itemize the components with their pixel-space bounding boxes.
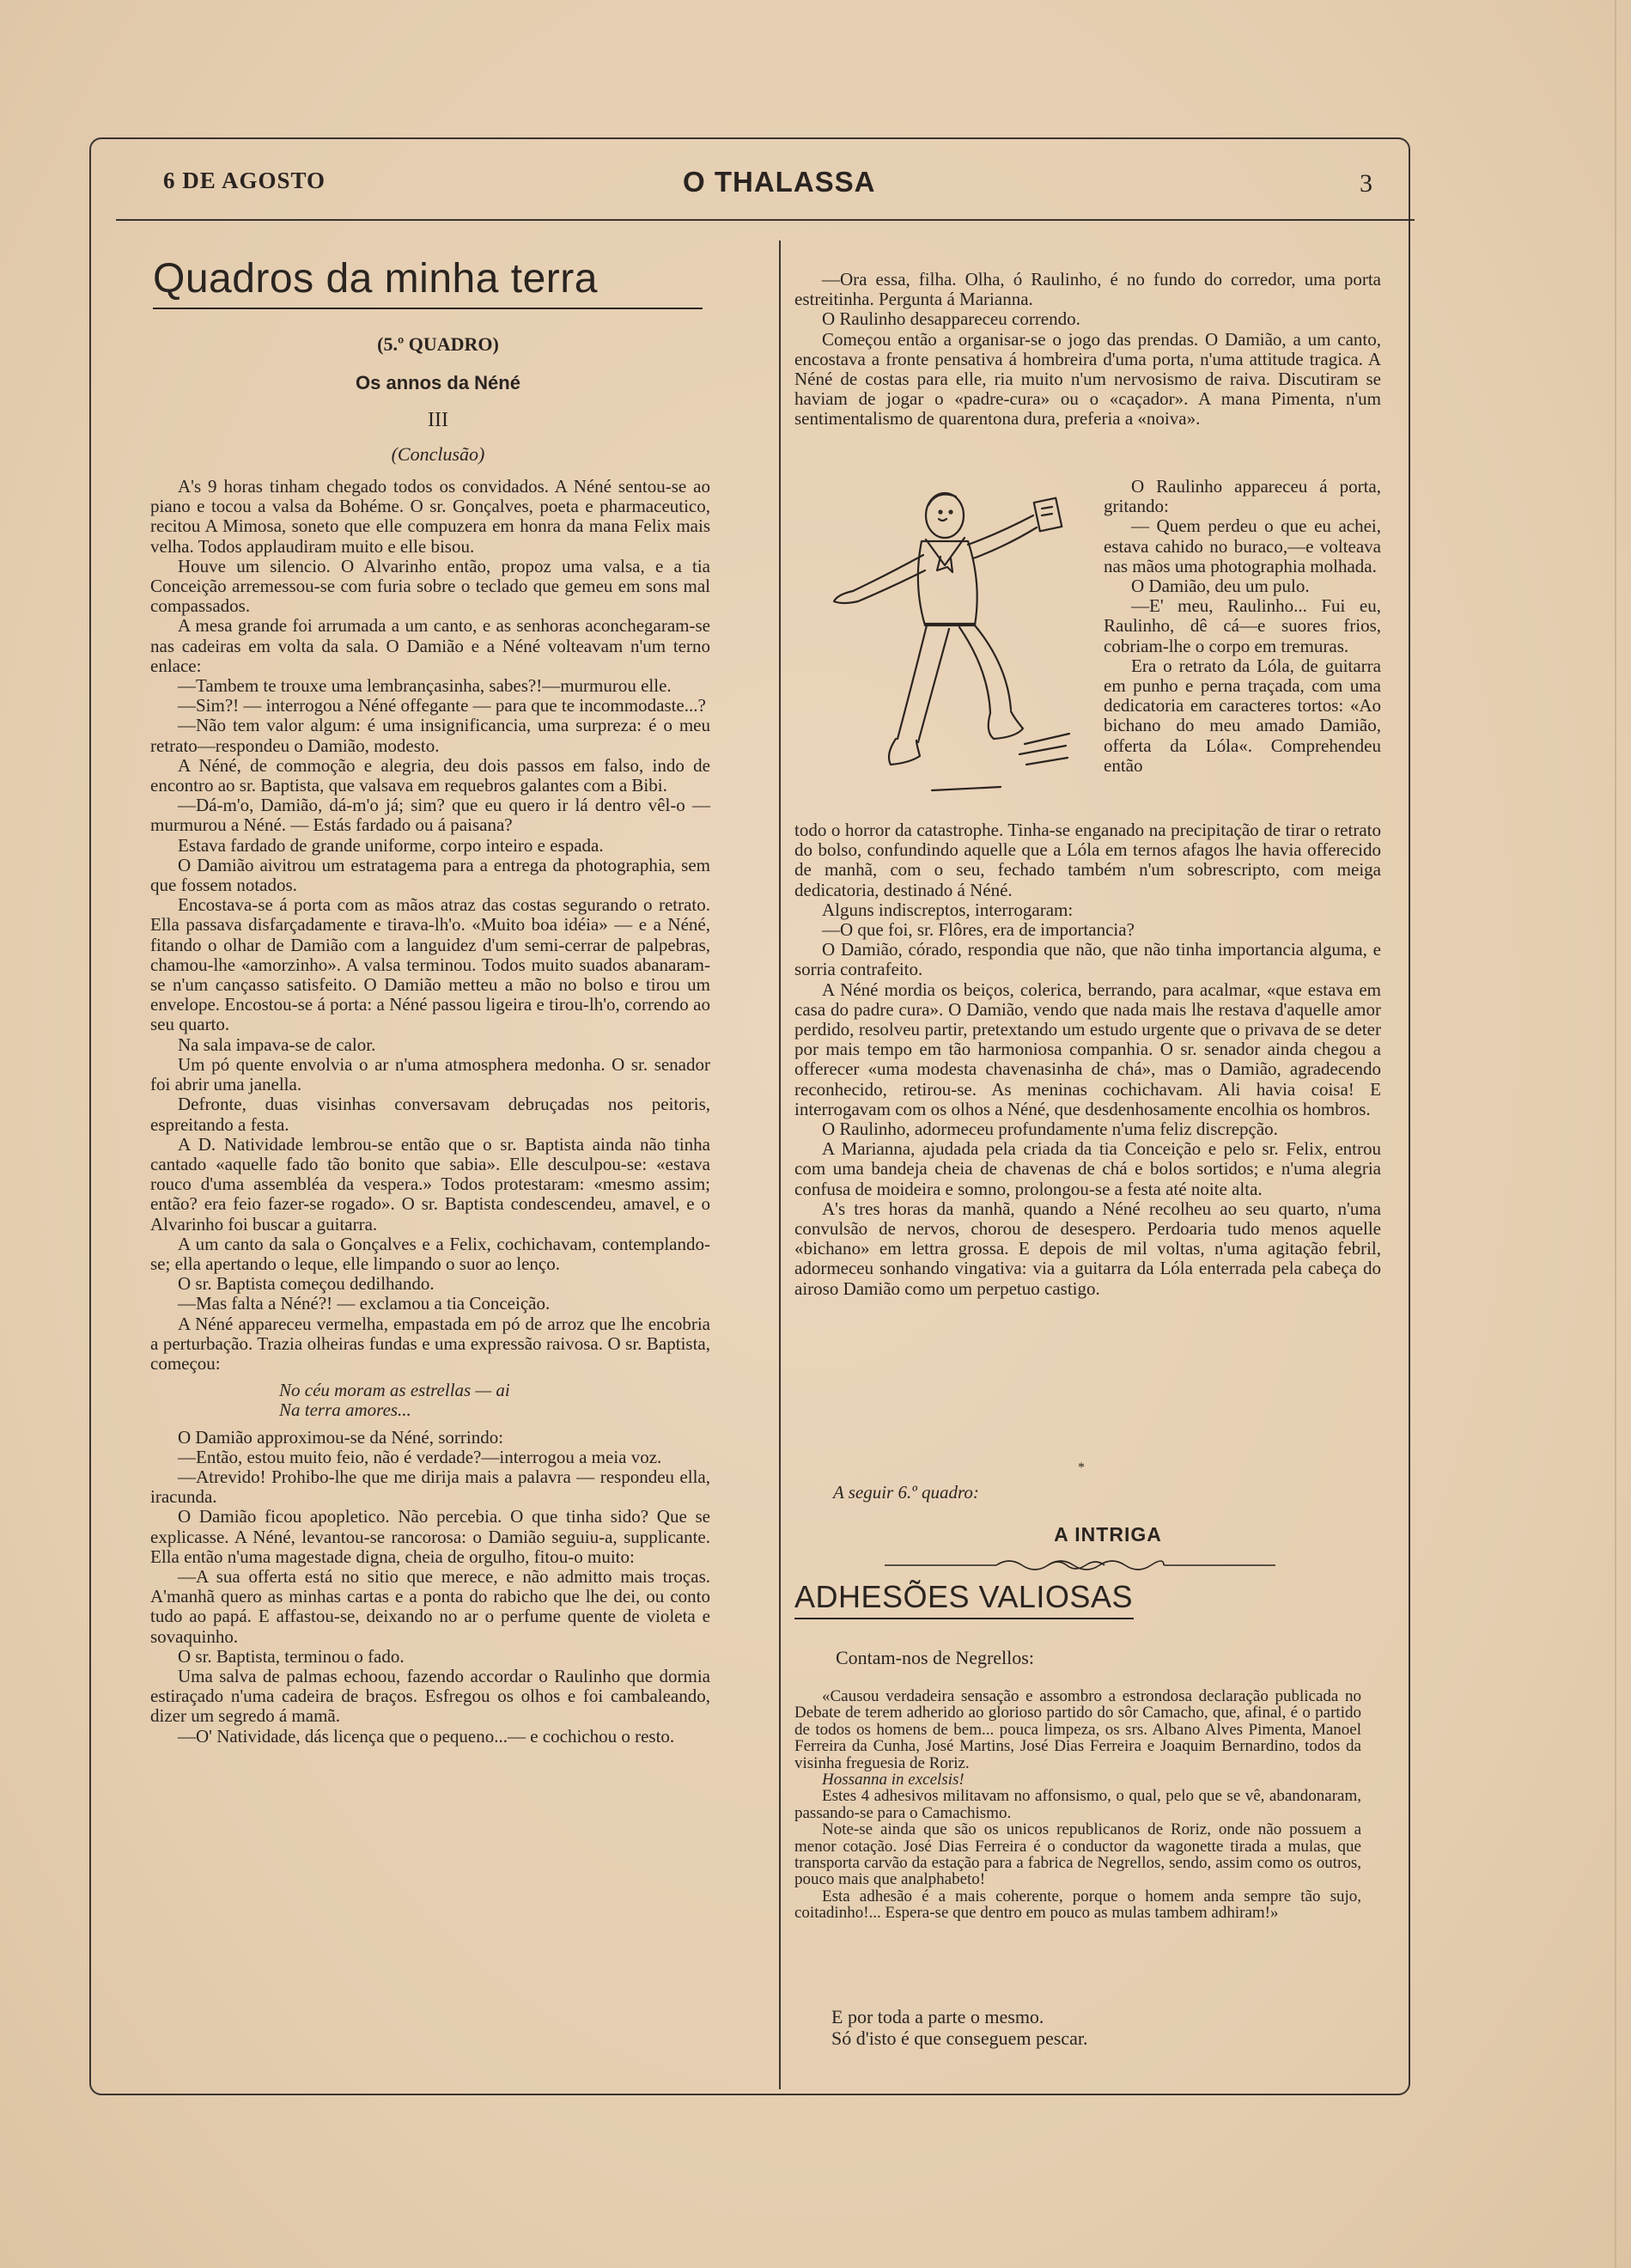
paragraph: —Atrevido! Prohibo-lhe que me dirija mais a palavra — respondeu ella, iracunda. (150, 1466, 710, 1508)
paragraph: —O' Natividade, dás licença que o pequeno...— e cochichou o resto. (178, 1725, 675, 1747)
paragraph: O Raulinho, adormeceu profundamente n'uma feliz discrepção. (822, 1119, 1278, 1140)
paragraph: O Damião, córado, respondia que não, que não tinha importancia alguma, e sorria contrafeito. (794, 939, 1381, 980)
paragraph: A Néné mordia os beiços, colerica, berrando, para acalmar, «que estava em casa do padre cura». O Damião, vendo que nada mais lhe restava d'aquelle amor perdido, resolveu partir, pretextando um estudo urgente que o privava de se deter por mais tempo em tão harmoniosa companhia. O sr. senador ainda chegou a offerecer «uma modesta chavenasinha de chá», mas o Damião, agradecendo reconhecido, retirou-se. As meninas cochichavam. Ali havia coisa! E interrogavam com os olhos a Néné, que desdenhosamente encolhia os hombros. (794, 979, 1381, 1119)
paragraph: —Dá-m'o, Damião, dá-m'o já; sim? que eu quero ir lá dentro vêl-o — murmurou a Néné. — Estás fardado ou á paisana? (150, 795, 710, 836)
column-divider (779, 241, 781, 2089)
right-column-top (794, 270, 1381, 430)
paragraph: — Quem perdeu o que eu achei, estava cahido no buraco,—e volteava nas mãos uma photographia molhada. (1104, 515, 1381, 576)
adhesoes-intro: Contam-nos de Negrellos: (836, 1647, 1034, 1668)
paragraph: Uma salva de palmas echoou, fazendo accordar o Raulinho que dormia estiraçado n'uma cadeira de braços. Esfregou os olhos e foi cambaleando, dizer um segredo á mamã. (150, 1665, 710, 1727)
adhesoes-title-rule (794, 1618, 1134, 1619)
star-separator: * (1078, 1460, 1085, 1475)
paragraph: —Tambem te trouxe uma lembrançasinha, sabes?!—murmurou elle. (178, 675, 672, 697)
paragraph: A mesa grande foi arrumada a um canto, e as senhoras aconchegaram-se nas cadeiras em volta da sala. O Damião e a Néné volteavam n'um terno enlace: (150, 615, 710, 676)
paragraph: O sr. Baptista, terminou o fado. (178, 1645, 405, 1667)
right-column-bottom (794, 820, 1381, 1299)
masthead-rule (116, 219, 1415, 221)
next-title: A INTRIGA (1054, 1523, 1162, 1546)
adhesoes-closing (831, 2006, 1364, 2049)
paragraph: O Damião aivitrou um estratagema para a entrega da photographia, sem que fossem notados. (150, 854, 710, 896)
quadro-number: (5.º QUADRO) (377, 333, 499, 355)
paragraph: —Não tem valor algum: é uma insignificancia, uma surpreza: é o meu retrato—respondeu o Damião, modesto. (150, 715, 710, 756)
paragraph: A Marianna, ajudada pela criada da tia Conceição e pelo sr. Felix, entrou com uma bandeja cheia de chavenas de chá e bolos sortidos; e n'uma alegria confusa de moideira e somno, prolongou-se a festa até noite alta. (794, 1138, 1381, 1199)
next-label: A seguir 6.º quadro: (833, 1482, 979, 1503)
right-column-narrow (1104, 477, 1381, 776)
paragraph: —O que foi, sr. Flôres, era de importancia? (822, 919, 1135, 941)
closing-line-1: E por toda a parte o mesmo. (831, 2006, 1044, 2027)
ornament-divider (885, 1555, 1275, 1576)
paragraph: O Damião ficou apopletico. Não percebia. O que tinha sido? Que se explicasse. A Néné, levantou-se rancorosa: o Damião seguiu-a, supplicante. Ella então n'uma magestade digna, cheia de orgulho, fitou-o muito: (150, 1506, 710, 1567)
paragraph: —Ora essa, filha. Olha, ó Raulinho, é no fundo do corredor, uma porta estreitinha. Pergunta á Marianna. (794, 269, 1381, 310)
verse-line (150, 1381, 710, 1420)
paragraph: Esta adhesão é a mais coherente, porque o homem anda sempre tão sujo, coitadinho!... Espera-se que dentro em pouco as mulas tambem adhiram!» (794, 1887, 1361, 1923)
adhesoes-title: ADHESÕES VALIOSAS (794, 1579, 1133, 1614)
paragraph: Defronte, duas visinhas conversavam debruçadas nos peitoris, espreitando a festa. (150, 1094, 710, 1135)
article-title-rule (153, 308, 703, 309)
paragraph: —Sim?! — interrogou a Néné offegante — para que te incommodaste...? (178, 695, 706, 716)
paragraph: «Causou verdadeira sensação e assombro a estrondosa declaração publicada no Debate de terem adherido ao glorioso partido do sôr Camacho, que, afinal, é o partido de todos os homens de bem... pouca limpeza, os srs. Albano Alves Pimenta, Manoel Ferreira da Cunha, José Martins, José Dias Ferreira e Joaquim Bernardino, todos da visinha freguesia de Roriz. (794, 1687, 1361, 1772)
masthead-title: O THALASSA (683, 166, 876, 198)
paragraph: O Damião approximou-se da Néné, sorrindo: (178, 1426, 504, 1448)
page-fold (1615, 0, 1616, 2268)
paragraph: Estes 4 adhesivos militavam no affonsismo, o qual, pelo que se vê, abandonaram, passando-se para o Camachismo. (794, 1787, 1361, 1822)
adhesoes-body (794, 1688, 1361, 1922)
paragraph: Estava fardado de grande uniforme, corpo inteiro e espada. (178, 834, 604, 856)
paragraph: A D. Natividade lembrou-se então que o sr. Baptista ainda não tinha cantado «aquelle fado tão bonito que sabia». Elle desculpou-se: «estava rouco d'uma assembléa da vespera.» Todos protestaram: «mesmo assim; então? era feio fazer-se rogado». O sr. Baptista condescendeu, amavel, e o Alvarinho foi buscar a guitarra. (150, 1133, 710, 1235)
verse-line-2: Na terra amores... (279, 1399, 411, 1421)
paragraph: Houve um silencio. O Alvarinho então, propoz uma valsa, e a tia Conceição arremessou-se com furia sobre o teclado que gemeu em sons mal compassados. (150, 555, 710, 617)
boy-running-illustration (812, 481, 1095, 808)
paragraph: O Raulinho desappareceu correndo. (822, 308, 1080, 330)
paragraph: A Néné appareceu vermelha, empastada em pó de arroz que lhe encobria a perturbação. Trazia olheiras fundas e uma expressão raivosa. O sr. Baptista, começou: (150, 1313, 710, 1374)
paragraph: Alguns indiscreptos, interrogaram: (822, 899, 1074, 920)
paragraph: —Então, estou muito feio, não é verdade?—interrogou a meia voz. (178, 1446, 662, 1467)
masthead-date: 6 DE AGOSTO (163, 168, 326, 193)
paragraph: Hossanna in excelsis! (822, 1771, 965, 1789)
paragraph: A um canto da sala o Gonçalves e a Felix, cochichavam, contemplando-se; ella apertando o leque, elle limpando o suor ao lenço. (150, 1233, 710, 1274)
article-part: III (428, 409, 448, 431)
article-note: (Conclusão) (391, 443, 485, 465)
verse-line-1: No céu moram as estrellas — ai (279, 1380, 510, 1401)
paragraph: O Damião, deu um pulo. (1131, 576, 1310, 597)
closing-line-2: Só d'isto é que conseguem pescar. (831, 2027, 1088, 2049)
paragraph: O Raulinho appareceu á porta, gritando: (1104, 476, 1381, 517)
article-subtitle: Os annos da Néné (356, 372, 520, 393)
paragraph: Começou então a organisar-se o jogo das prendas. O Damião, a um canto, encostava a fronte pensativa á hombreira d'uma porta, n'uma attitude tragica. A Néné de costas para elle, ria muito n'um nervosismo de raiva. Discutiram se haviam de jogar o «padre-cura» ou o «caçador». A mana Pimenta, n'um sentimentalismo de quarentona dura, preferia a «noiva». (794, 328, 1381, 430)
paragraph: Na sala impava-se de calor. (178, 1033, 376, 1055)
paragraph: Encostava-se á porta com as mãos atraz das costas segurando o retrato. Ella passava disfarçadamente e tirava-lh'o. «Muito boa idéia» — e a Néné, fitando o olhar de Damião com a languidez d'um semi-cerrar de palpebras, chamou-lhe «amorzinho». A valsa terminou. Todos muito suados abanaram-se n'um cançasso satisfeito. O Damião metteu a mão no bolso e tirou um envelope. Encostou-se á porta: a Néné passou ligeira e tirou-lh'o, correndo ao seu quarto. (150, 894, 710, 1035)
paragraph: —A sua offerta está no sitio que merece, e não admitto mais troças. A'manhã quero as minhas cartas e a ponta do rabicho que lhe dei, ou conto tudo ao papá. E affastou-se, deixando no ar o perfume quente de violeta e sovaquinho. (150, 1565, 710, 1647)
paragraph: Era o retrato da Lóla, de guitarra em punho e perna traçada, com uma dedicatoria em caracteres tortos: «Ao bichano do meu amado Damião, offerta da Lóla«. Comprehendeu então (1104, 655, 1381, 776)
paragraph: A's 9 horas tinham chegado todos os convidados. A Néné sentou-se ao piano e tocou a valsa da Bohéme. O sr. Gonçalves, poeta e pharmaceutico, recitou A Mimosa, soneto que elle compuzera em honra da mana Felix mais velha. Todos applaudiram muito e elle bisou. (150, 476, 710, 557)
paragraph: —Mas falta a Néné?! — exclamou a tia Conceição. (178, 1293, 551, 1314)
paragraph: Um pó quente envolvia o ar n'uma atmosphera medonha. O sr. senador foi abrir uma janella. (150, 1053, 710, 1095)
paragraph: Note-se ainda que são os unicos republicanos de Roriz, onde não possuem a menor cotação. José Dias Ferreira é o conductor da wagonette tirada a mulas, que transporta carvão da estação para a fabrica de Negrellos, sendo, assim como os outros, pouco mais que analphabeto! (794, 1820, 1361, 1889)
paragraph: —E' meu, Raulinho... Fui eu, Raulinho, dê cá—e suores frios, cobriam-lhe o corpo em tremuras. (1104, 595, 1381, 656)
left-column (150, 477, 710, 1747)
page-number: 3 (1360, 169, 1372, 198)
paragraph: A Néné, de commoção e alegria, deu dois passos em falso, indo de encontro ao sr. Baptista, que valsava em requebros galantes com a Bibi. (150, 754, 710, 796)
paragraph: O sr. Baptista começou dedilhando. (178, 1273, 435, 1295)
article-title: Quadros da minha terra (153, 256, 598, 302)
paragraph: A's tres horas da manhã, quando a Néné recolheu ao seu quarto, n'uma convulsão de nervos, chorou de desespero. Perdoaria tudo menos aquelle «bichano» em lettra grossa. E depois de mil voltas, n'uma agitação febril, adormeceu sonhando vingativa: via a guitarra da Lóla enterrada pela cabeça do airoso Damião como um perpetuo castigo. (794, 1198, 1381, 1299)
paragraph: todo o horror da catastrophe. Tinha-se enganado na precipitação de tirar o retrato do bolso, confundindo aquelle que a Lóla em ternos afagos lhe havia offerecido de manhã, com o seu, fechado também n'um sobrescripto, com meiga dedicatoria, destinado á Néné. (794, 820, 1381, 900)
